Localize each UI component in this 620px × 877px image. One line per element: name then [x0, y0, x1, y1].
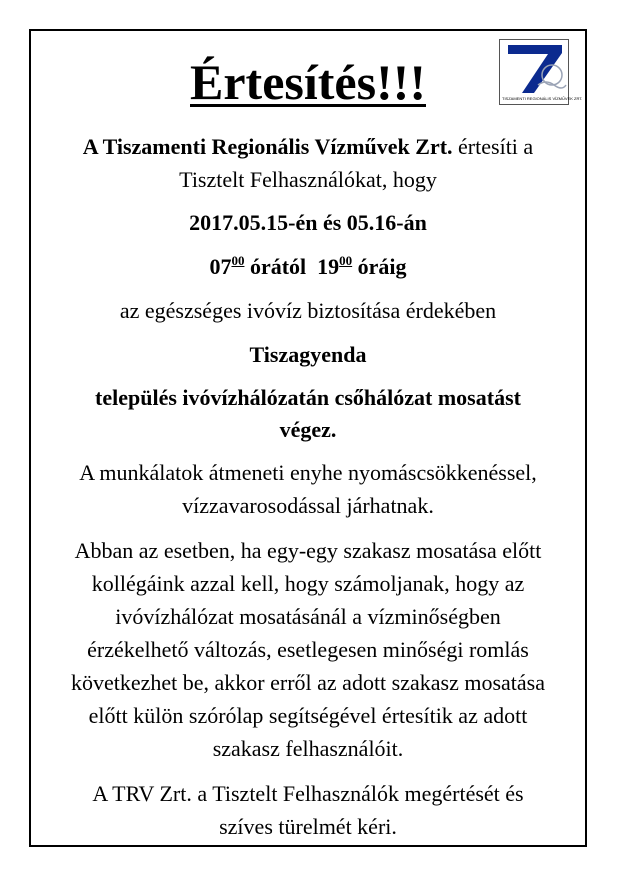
dates-line: 2017.05.15-én és 05.16-án	[189, 210, 427, 235]
intro-line-2: Tisztelt Felhasználókat, hogy	[179, 167, 437, 192]
end-suffix: óráig	[352, 254, 407, 279]
time-line	[32, 253, 584, 280]
paragraph2-line-6: előtt külön szórólap segítségével értesítik az adott	[88, 703, 528, 728]
intro-line-1	[32, 133, 584, 160]
paragraph1-line-1: A munkálatok átmeneti enyhe nyomáscsökkenéssel,	[79, 460, 537, 485]
paragraph2-line-3: ivóvízhálózat mosatásánál a vízminőségben	[115, 604, 501, 629]
settlement-name: Tiszagyenda	[249, 342, 367, 367]
end-hour: 19	[317, 254, 340, 279]
action-line-2: végez.	[279, 417, 337, 442]
paragraph2-line-5: következhet be, akkor erről az adott szakasz mosatása	[70, 670, 545, 695]
closing-line-1: A TRV Zrt. a Tisztelt Felhasználók megértését és	[92, 781, 524, 806]
purpose-line: az egészséges ivóvíz biztosítása érdekében	[119, 298, 497, 323]
paragraph2-line-7: szakasz felhasználóit.	[212, 736, 404, 761]
paragraph2-line-1: Abban az esetben, ha egy-egy szakasz mosatása előtt	[74, 538, 542, 563]
start-suffix: órától	[244, 254, 318, 279]
paragraph1-line-2: vízzavarosodással járhatnak.	[182, 493, 434, 518]
start-hour: 07	[209, 254, 232, 279]
start-minutes: 00	[231, 253, 245, 268]
intro-notifies: értesíti a	[452, 134, 534, 159]
logo-caption: TISZAMENTI REGIONÁLIS VÍZMŰVEK ZRT.	[502, 96, 583, 101]
action-line-1: település ivóvízhálózatán csőhálózat mosatást	[95, 385, 521, 410]
paragraph2-line-4: érzékelhető változás, esetlegesen minőségi romlás	[87, 637, 529, 662]
paragraph2-line-2: kollégáink azzal kell, hogy számoljanak, hogy az	[91, 571, 525, 596]
end-minutes: 00	[339, 253, 353, 268]
closing-line-2: szíves türelmét kéri.	[219, 814, 397, 839]
page-title: Értesítés!!!	[190, 54, 426, 110]
company-name: A Tiszamenti Regionális Vízművek Zrt.	[82, 134, 453, 159]
